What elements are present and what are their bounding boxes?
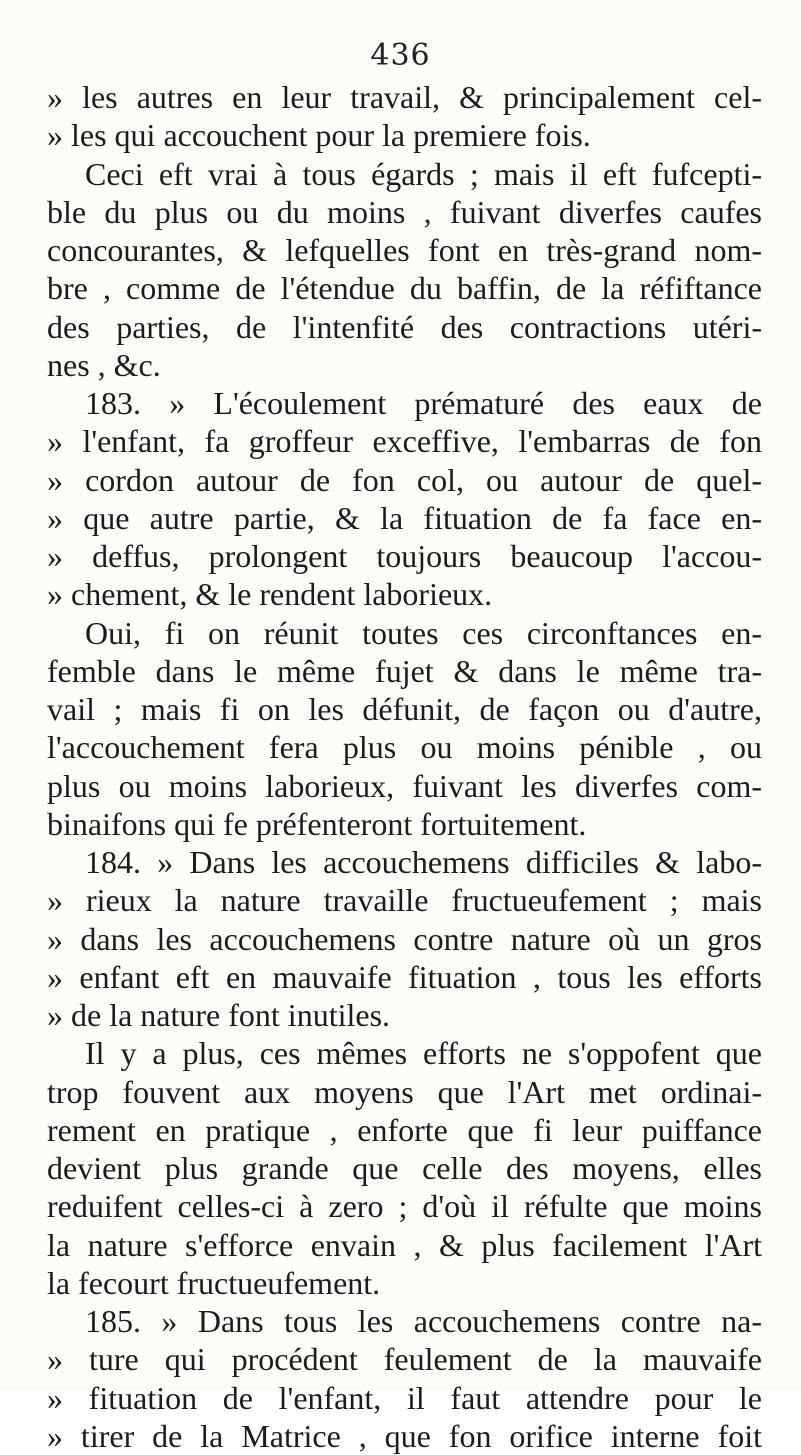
text-line: » l'enfant, fa groffeur exceffive, l'embarras de fon bbox=[47, 423, 762, 460]
text-line: » deffus, prolongent toujours beaucoup l'accou- bbox=[47, 538, 762, 574]
text-line: » que autre partie, & la fituation de fa face en- bbox=[47, 499, 762, 536]
text-line: devient plus grande que celle des moyens, elles bbox=[47, 1150, 762, 1186]
text-line: plus ou moins laborieux, fuivant les diverfes com- bbox=[47, 767, 762, 804]
text-line: » rieux la nature travaille fructueufement ; mais bbox=[47, 882, 762, 919]
text-line: trop fouvent aux moyens que l'Art met ordinai- bbox=[47, 1073, 762, 1110]
text-line: l'accouchement fera plus ou moins pénible , ou bbox=[47, 729, 762, 766]
text-line: 183. » L'écoulement prématuré des eaux de bbox=[85, 385, 762, 421]
text-line: 185. » Dans tous les accouchemens contre na- bbox=[85, 1303, 762, 1339]
text-line: » les autres en leur travail, & principalement cel- bbox=[47, 79, 762, 115]
page-number: 436 bbox=[370, 38, 431, 73]
text-line: » ture qui procédent feulement de la mauvaife bbox=[47, 1341, 762, 1378]
text-line: » fituation de l'enfant, il faut attendre pour le bbox=[47, 1379, 762, 1416]
text-line: concourantes, & lefquelles font en très-grand nom- bbox=[47, 232, 762, 268]
text-line: ble du plus ou du moins , fuivant diverfes caufes bbox=[47, 193, 762, 230]
text-line: » tirer de la Matrice , que fon orifice interne foit bbox=[47, 1417, 762, 1454]
text-line: Oui, fi on réunit toutes ces circonftances en- bbox=[85, 614, 762, 651]
text-line: la fecourt fructueufement. bbox=[47, 1264, 381, 1301]
text-line: » chement, & le rendent laborieux. bbox=[47, 576, 493, 613]
text-line: vail ; mais fi on les défunit, de façon ou d'autre, bbox=[47, 691, 762, 727]
text-line: » enfant eft en mauvaife fituation , tous les efforts bbox=[47, 958, 762, 995]
text-line: » de la nature font inutiles. bbox=[47, 997, 391, 1033]
text-line: » les qui accouchent pour la premiere fois. bbox=[47, 117, 591, 154]
text-line: la nature s'efforce envain , & plus facilement l'Art bbox=[47, 1226, 762, 1263]
text-line: » dans les accouchemens contre nature où un gros bbox=[47, 920, 762, 957]
text-line: » cordon autour de fon col, ou autour de quel- bbox=[47, 461, 762, 498]
text-line: femble dans le même fujet & dans le même tra- bbox=[47, 652, 762, 689]
text-line: Il y a plus, ces mêmes efforts ne s'oppofent que bbox=[85, 1035, 762, 1072]
text-line: 184. » Dans les accouchemens difficiles & labo- bbox=[85, 844, 762, 880]
text-line: reduifent celles-ci à zero ; d'où il réfulte que moins bbox=[47, 1188, 762, 1225]
text-line: nes , &c. bbox=[47, 346, 161, 383]
text-line: binaifons qui fe préfenteront fortuitement. bbox=[47, 805, 587, 842]
body-text bbox=[47, 78, 762, 1455]
text-line: des parties, de l'intenfité des contractions utéri- bbox=[47, 308, 762, 345]
text-line: bre , comme de l'étendue du baffin, de la réfiftance bbox=[47, 270, 762, 307]
text-line: rement en pratique , enforte que fi leur puiffance bbox=[47, 1111, 762, 1148]
text-line: Ceci eft vrai à tous égards ; mais il eft fufcepti- bbox=[85, 155, 762, 192]
